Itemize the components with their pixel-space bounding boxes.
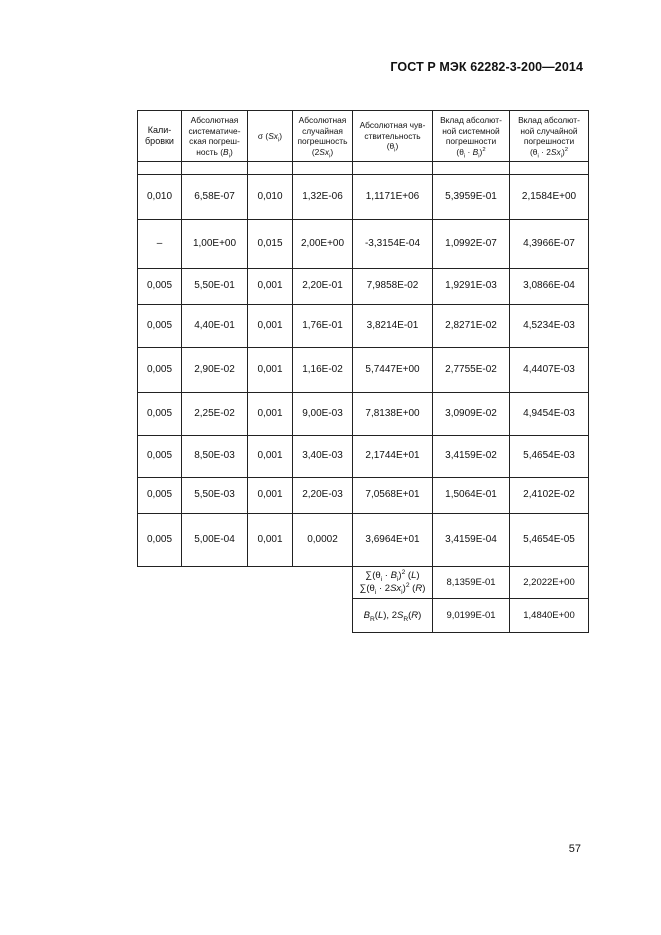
table-cell: 3,6964E+01: [353, 514, 433, 567]
table-cell: 2,1584E+00: [510, 175, 589, 220]
column-header-random-contribution: Вклад абсолют- ной случайной погрешности $(\theta_i \cdot 2Sx_i)^2$: [510, 111, 589, 162]
table-cell: 2,20E-01: [293, 269, 353, 305]
document-standard-header: ГОСТ Р МЭК 62282-3-200—2014: [390, 60, 583, 74]
table-row: [138, 305, 589, 348]
table-cell: 4,5234E-03: [510, 305, 589, 348]
table-cell: 8,50E-03: [182, 436, 248, 478]
table-cell: 2,7755E-02: [433, 348, 510, 393]
table-cell: 0,005: [138, 305, 182, 348]
column-header-random-error: Абсолютная случайная погрешность $(2Sx_i)$: [293, 111, 353, 162]
table-cell: 5,4654E-03: [510, 436, 589, 478]
table-cell: 6,58E-07: [182, 175, 248, 220]
table-cell: 0,001: [248, 348, 293, 393]
table-cell: 4,9454E-03: [510, 393, 589, 436]
table-cell: 5,7447E+00: [353, 348, 433, 393]
table-cell: 3,0909E-02: [433, 393, 510, 436]
table-cell: 3,4159E-02: [433, 436, 510, 478]
table-cell: -3,3154E-04: [353, 220, 433, 269]
table-cell: 3,40E-03: [293, 436, 353, 478]
table-cell: 4,3966E-07: [510, 220, 589, 269]
table-cell: –: [138, 220, 182, 269]
summary-sum-systematic: 8,1359E-01: [433, 567, 510, 599]
table-cell: 1,9291E-03: [433, 269, 510, 305]
column-header-systematic-error: Абсолютная систематиче- ская погреш- ность $(B_i)$: [182, 111, 248, 162]
table-cell: 5,00E-04: [182, 514, 248, 567]
table-cell: 0,005: [138, 478, 182, 514]
table-cell: 1,5064E-01: [433, 478, 510, 514]
summary-row-sum: [138, 567, 589, 599]
table-cell: 0,001: [248, 478, 293, 514]
column-header-systematic-contribution: Вклад абсолют- ной системной погрешности $(\theta_i \cdot B_i)^2$: [433, 111, 510, 162]
table-cell: 0,005: [138, 348, 182, 393]
table-row: [138, 220, 589, 269]
table-cell: 0,005: [138, 436, 182, 478]
table-cell: 0,015: [248, 220, 293, 269]
table-cell: 5,3959E-01: [433, 175, 510, 220]
table-cell: 4,4407E-03: [510, 348, 589, 393]
table-cell: 1,00E+00: [182, 220, 248, 269]
table-cell: 2,00E+00: [293, 220, 353, 269]
table-cell: 0,001: [248, 514, 293, 567]
summary-sum-random: 2,2022E+00: [510, 567, 589, 599]
header-spacer-row: [138, 162, 589, 175]
summary-row-result: [138, 599, 589, 633]
table-cell: 0,001: [248, 393, 293, 436]
table-row: [138, 393, 589, 436]
table-cell: 5,50E-01: [182, 269, 248, 305]
table-row: [138, 514, 589, 567]
summary-result-systematic: 9,0199E-01: [433, 599, 510, 633]
table-cell: 0,0002: [293, 514, 353, 567]
summary-formula-sum: $\sum(\theta_i \cdot B_i)^2$ (L) $\sum(\theta_i \cdot 2Sx_i)^2$ (R): [353, 567, 433, 599]
table-cell: 5,50E-03: [182, 478, 248, 514]
table-row: [138, 478, 589, 514]
page-number: 57: [568, 843, 581, 855]
table-cell: 1,76E-01: [293, 305, 353, 348]
table-cell: 2,4102E-02: [510, 478, 589, 514]
table-cell: 1,16E-02: [293, 348, 353, 393]
table-header-row: [138, 111, 589, 162]
table-cell: 5,4654E-05: [510, 514, 589, 567]
column-header-sigma: σ $(Sx_i)$: [248, 111, 293, 162]
column-header-sensitivity: Абсолютная чув- ствительность $(\theta_i)$: [353, 111, 433, 162]
table-row: [138, 269, 589, 305]
table-row: [138, 348, 589, 393]
table-cell: 2,90E-02: [182, 348, 248, 393]
summary-formula-result: $B_R(L)$, $2S_R(R)$: [353, 599, 433, 633]
table-cell: 9,00E-03: [293, 393, 353, 436]
column-header-calibration: Кали- бровки: [138, 111, 182, 162]
table-cell: 0,010: [248, 175, 293, 220]
table-cell: 7,0568E+01: [353, 478, 433, 514]
table-cell: 1,1171E+06: [353, 175, 433, 220]
table-cell: 0,005: [138, 269, 182, 305]
table-cell: 2,25E-02: [182, 393, 248, 436]
table-cell: 2,20E-03: [293, 478, 353, 514]
table-cell: 0,001: [248, 305, 293, 348]
table-cell: 1,0992E-07: [433, 220, 510, 269]
table-cell: 0,005: [138, 393, 182, 436]
table-cell: 0,001: [248, 269, 293, 305]
table-cell: 4,40E-01: [182, 305, 248, 348]
table-cell: 3,4159E-04: [433, 514, 510, 567]
table-cell: 3,8214E-01: [353, 305, 433, 348]
uncertainty-table: [137, 110, 589, 633]
summary-result-random: 1,4840E+00: [510, 599, 589, 633]
table-cell: 0,001: [248, 436, 293, 478]
table-cell: 7,8138E+00: [353, 393, 433, 436]
table-cell: 7,9858E-02: [353, 269, 433, 305]
table-cell: 2,1744E+01: [353, 436, 433, 478]
table-row: [138, 175, 589, 220]
table-row: [138, 436, 589, 478]
table-cell: 1,32E-06: [293, 175, 353, 220]
table-cell: 3,0866E-04: [510, 269, 589, 305]
table-cell: 0,005: [138, 514, 182, 567]
table-cell: 0,010: [138, 175, 182, 220]
table-cell: 2,8271E-02: [433, 305, 510, 348]
